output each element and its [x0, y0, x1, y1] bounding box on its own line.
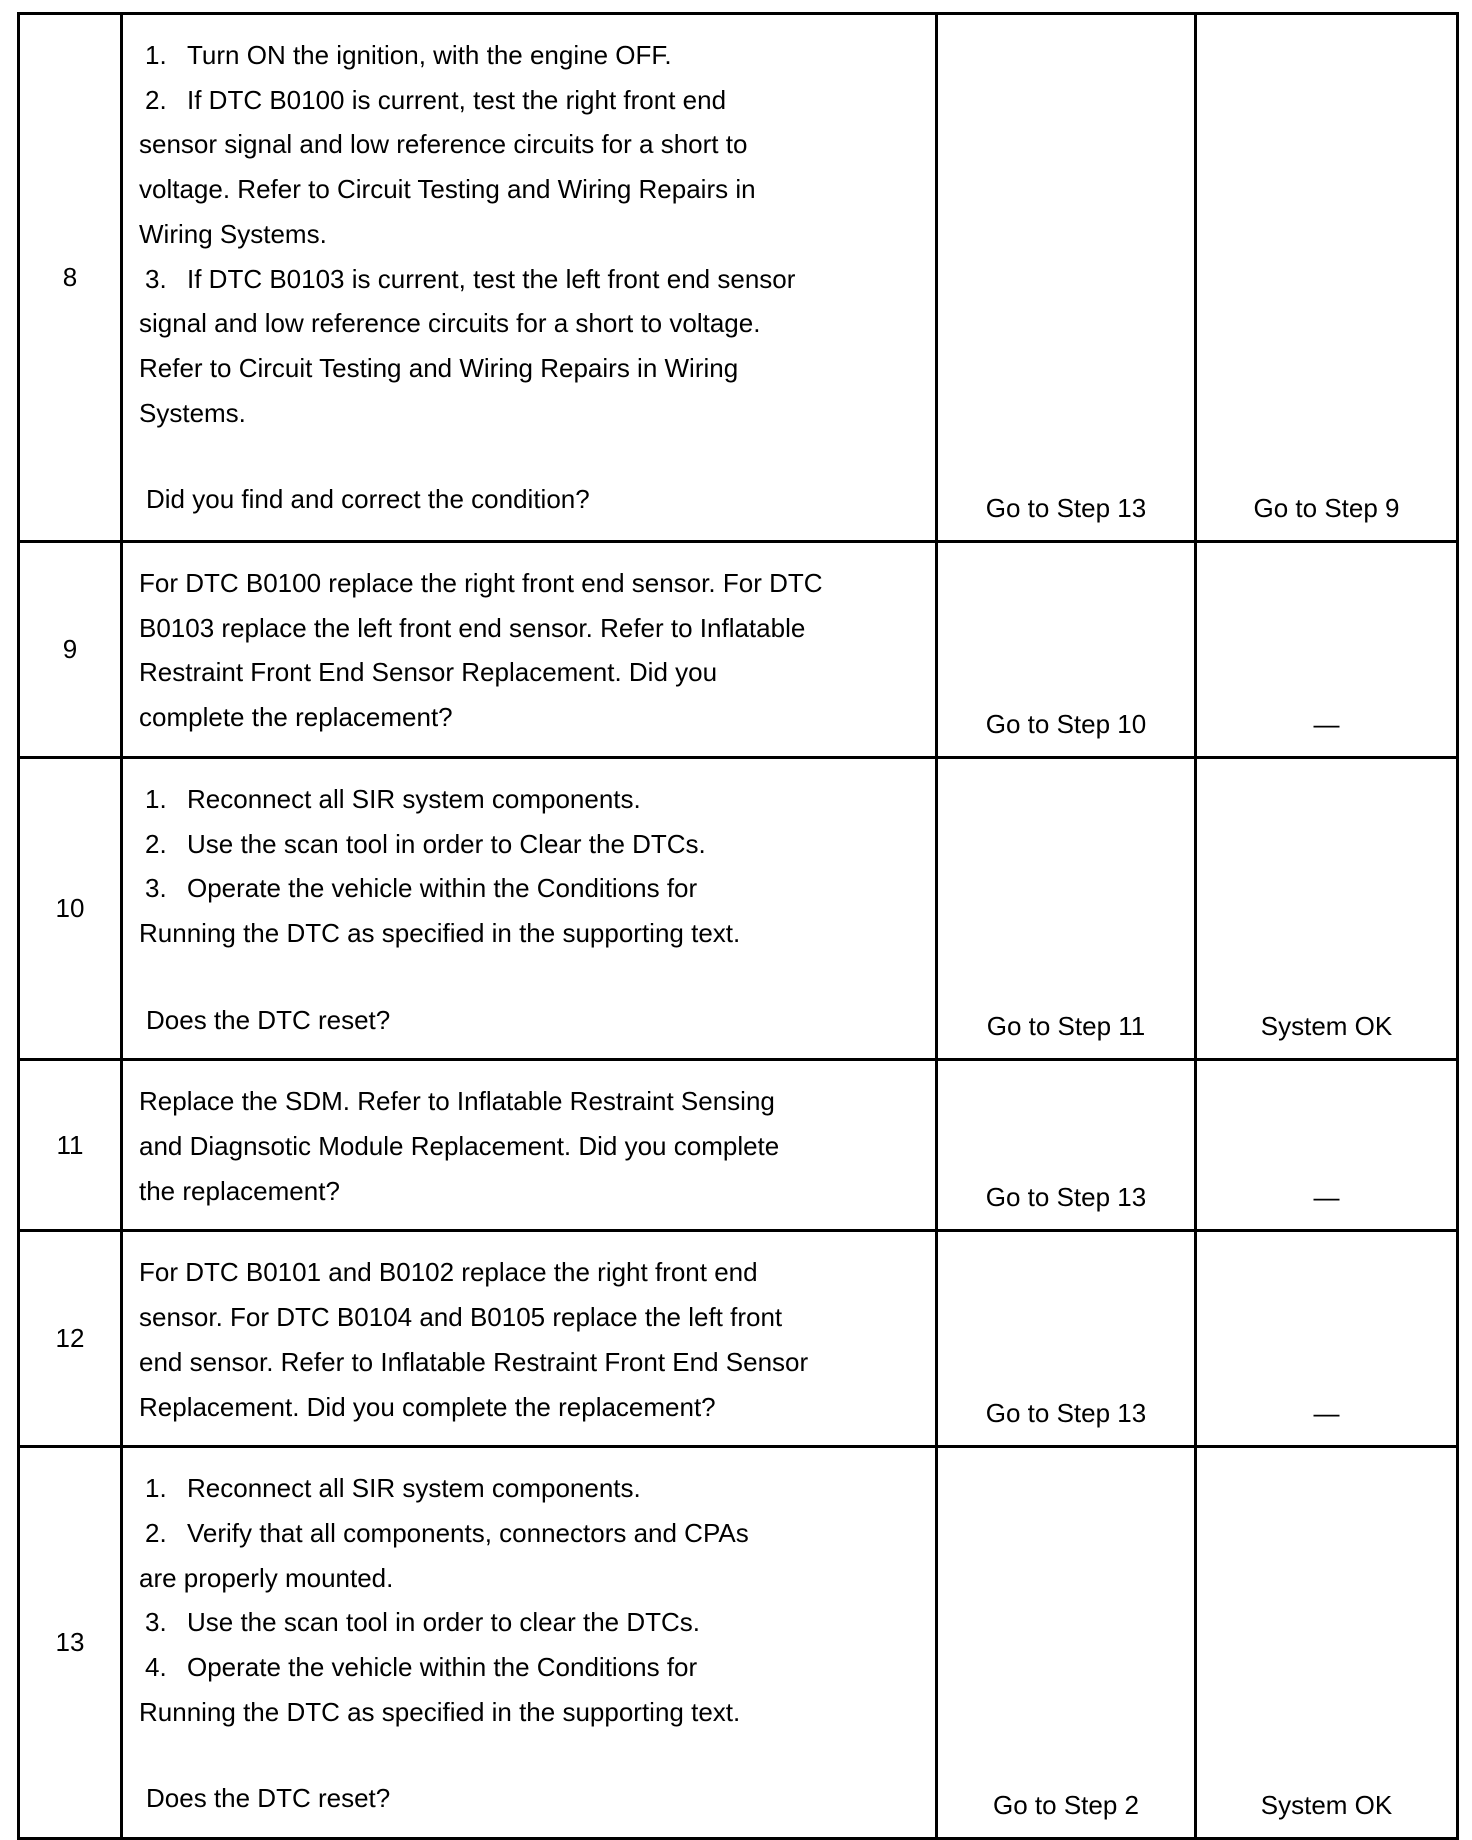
list-item-continuation: sensor signal and low reference circuits for a short to: [139, 129, 748, 160]
action-line: Replacement. Did you complete the replacement?: [139, 1391, 716, 1422]
step-number: 10: [19, 757, 122, 1060]
step-number: 9: [19, 542, 122, 758]
action-line: the replacement?: [139, 1175, 340, 1206]
action-line: sensor. For DTC B0104 and B0105 replace the left front: [139, 1302, 783, 1333]
list-item-continuation: are properly mounted.: [139, 1562, 394, 1593]
list-item: 3. Use the scan tool in order to clear the DTCs.: [145, 1607, 701, 1638]
list-item-continuation: signal and low reference circuits for a short to voltage.: [139, 308, 761, 339]
action-cell: [122, 1231, 937, 1447]
yes-result: Go to Step 13: [937, 1231, 1196, 1447]
no-result: [1196, 1231, 1458, 1447]
list-item: 1. Reconnect all SIR system components.: [145, 783, 641, 814]
list-item-continuation: Systems.: [139, 397, 246, 428]
no-result: [1196, 542, 1458, 758]
step-number: 11: [19, 1060, 122, 1231]
action-line: For DTC B0100 replace the right front end sensor. For DTC: [139, 568, 823, 598]
list-item: 1. Turn ON the ignition, with the engine OFF.: [145, 40, 672, 70]
list-item-continuation: Running the DTC as specified in the supporting text.: [139, 1696, 741, 1727]
action-line: Replace the SDM. Refer to Inflatable Restraint Sensing: [139, 1086, 775, 1117]
action-cell: [122, 14, 937, 542]
yes-result: Go to Step 10: [937, 542, 1196, 758]
table-row-step-13: [19, 1447, 1458, 1839]
action-cell: [122, 757, 937, 1060]
table-row-step-11: [19, 1060, 1458, 1231]
yes-result: Go to Step 11: [937, 757, 1196, 1060]
yes-result: Go to Step 13: [937, 14, 1196, 542]
list-item: 2. If DTC B0100 is current, test the right front end: [145, 84, 727, 115]
dash: —: [1313, 1182, 1340, 1213]
table-row-step-10: [19, 757, 1458, 1060]
list-item-continuation: voltage. Refer to Circuit Testing and Wiring Repairs in: [139, 174, 756, 205]
table-row-step-9: [19, 542, 1458, 758]
no-result: [1196, 1060, 1458, 1231]
list-item: 4. Operate the vehicle within the Conditions for: [145, 1652, 698, 1683]
dash: —: [1313, 708, 1340, 739]
list-item: 1. Reconnect all SIR system components.: [145, 1473, 641, 1504]
action-line: For DTC B0101 and B0102 replace the right front end: [139, 1257, 758, 1288]
list-item: 3. If DTC B0103 is current, test the left front end sensor: [145, 263, 796, 294]
action-line: B0103 replace the left front end sensor. Refer to Inflatable: [139, 612, 806, 643]
action-line: Restraint Front End Sensor Replacement. Did you: [139, 657, 718, 688]
list-item-continuation: Wiring Systems.: [139, 218, 327, 249]
action-cell: [122, 1447, 937, 1839]
question: Did you find and correct the condition?: [146, 484, 590, 515]
yes-result: Go to Step 13: [937, 1060, 1196, 1231]
action-line: end sensor. Refer to Inflatable Restraint Front End Sensor: [139, 1346, 809, 1377]
list-item: 2. Verify that all components, connectors and CPAs: [145, 1517, 749, 1548]
list-item-continuation: Refer to Circuit Testing and Wiring Repairs in Wiring: [139, 352, 739, 383]
no-result: Go to Step 9: [1196, 14, 1458, 542]
action-cell: [122, 1060, 937, 1231]
question: Does the DTC reset?: [146, 1783, 391, 1814]
step-number: 8: [19, 14, 122, 542]
no-result: System OK: [1196, 1447, 1458, 1839]
step-number: 13: [19, 1447, 122, 1839]
list-item-continuation: Running the DTC as specified in the supporting text.: [139, 917, 741, 948]
diagnostic-table: [17, 12, 1459, 1840]
list-item: 3. Operate the vehicle within the Conditions for: [145, 873, 698, 904]
yes-result: Go to Step 2: [937, 1447, 1196, 1839]
action-line: and Diagnsotic Module Replacement. Did you complete: [139, 1131, 780, 1162]
list-item: 2. Use the scan tool in order to Clear the DTCs.: [145, 828, 706, 859]
action-cell: [122, 542, 937, 758]
step-number: 12: [19, 1231, 122, 1447]
question: Does the DTC reset?: [146, 1004, 391, 1035]
action-line: complete the replacement?: [139, 702, 453, 733]
no-result: System OK: [1196, 757, 1458, 1060]
dash: —: [1313, 1398, 1340, 1429]
table-row-step-8: [19, 14, 1458, 542]
table-row-step-12: [19, 1231, 1458, 1447]
